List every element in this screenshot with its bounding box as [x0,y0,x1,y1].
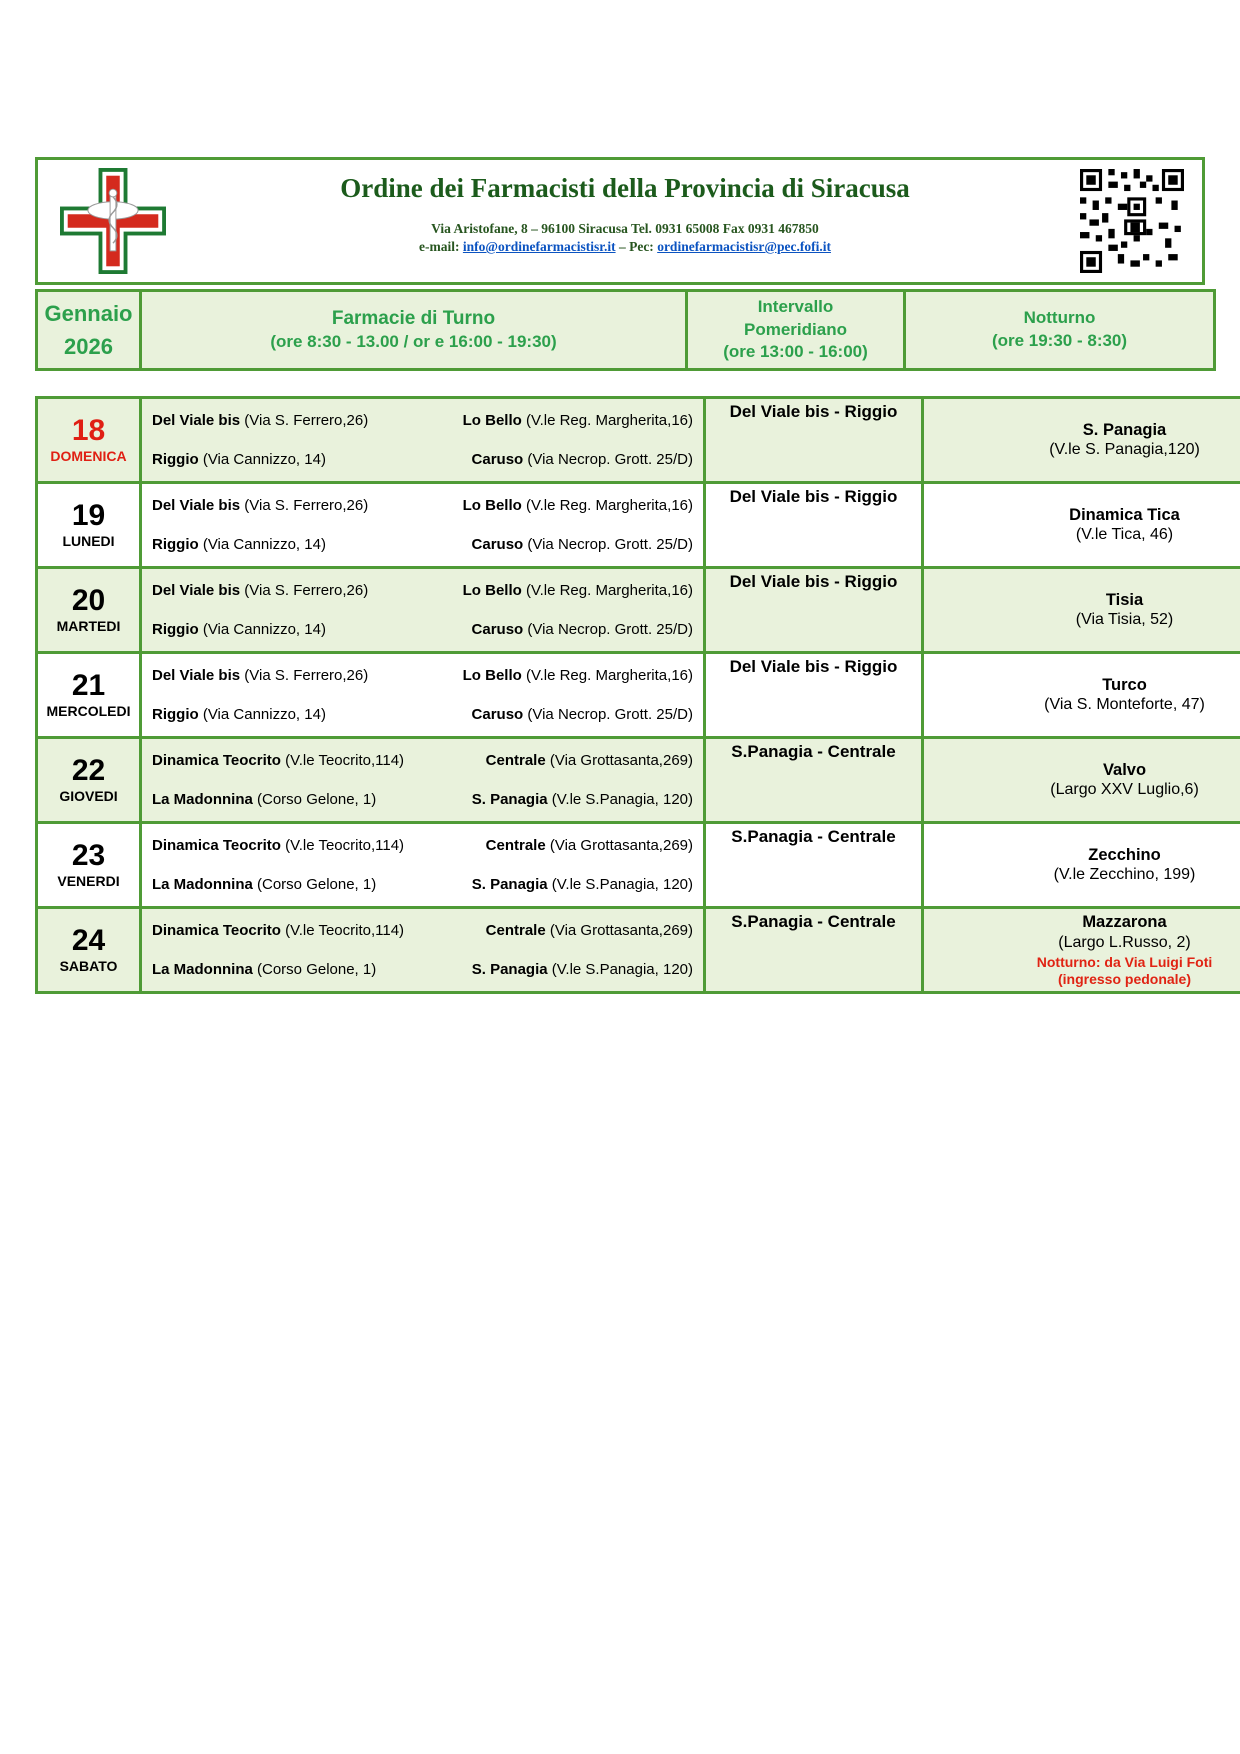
qr-container [1062,160,1202,273]
farmacie-cell [141,823,705,908]
day-name: LUNEDI [62,533,115,549]
date-cell [37,823,141,908]
pharmacy-entry: Del Viale bis (Via S. Ferrero,26) [152,582,369,599]
pharmacy-entry: Dinamica Teocrito (V.le Teocrito,114) [152,922,405,939]
farmacie-cell [141,653,705,738]
intervallo-cell: S.Panagia - Centrale [705,738,923,823]
table-row [37,823,1240,908]
notturno-cell [923,738,1240,823]
pharmacy-line [152,451,693,468]
pharmacy-line [152,876,693,893]
month-label: Gennaio [44,301,133,326]
pharmacy-entry: Caruso (Via Necrop. Grott. 25/D) [471,706,693,723]
date-number: 24 [71,924,106,957]
notturno-pharmacy-name: Mazzarona [1082,912,1167,931]
pharmacy-line [152,922,693,939]
farmacie-cell [141,483,705,568]
pharmacy-entry: Del Viale bis (Via S. Ferrero,26) [152,412,369,429]
intervallo-header-title2: Pomeridiano [744,319,847,339]
notturno-pharmacy-address: (Largo XXV Luglio,6) [1050,781,1199,799]
day-name: VENERDI [57,873,120,889]
day-name: DOMENICA [50,448,127,464]
header-row [37,291,1215,370]
notturno-pharmacy-name: Turco [1102,675,1147,694]
schedule-table [35,396,1240,994]
pharmacy-entry: La Madonnina (Corso Gelone, 1) [152,876,377,893]
intervallo-cell: S.Panagia - Centrale [705,908,923,993]
pharmacy-entry: Dinamica Teocrito (V.le Teocrito,114) [152,837,405,854]
email-label: e-mail: [419,239,463,254]
table-row [37,483,1240,568]
header-box [35,157,1205,285]
farmacie-header-title: Farmacie di Turno [331,307,496,329]
pharmacy-entry: Riggio (Via Cannizzo, 14) [152,536,326,553]
header-cell-notturno [905,291,1215,370]
notturno-access-note: Notturno: da Via Luigi Foti [1036,953,1213,970]
table-row [37,908,1240,993]
pharmacy-entry: Del Viale bis (Via S. Ferrero,26) [152,667,369,684]
date-cell [37,653,141,738]
pharmacy-line [152,837,693,854]
pharmacy-line [152,706,693,723]
intervallo-header-hours: (ore 13:00 - 16:00) [723,342,868,362]
date-number: 20 [71,584,106,617]
pharmacy-line [152,412,693,429]
notturno-pharmacy-name: Tisia [1105,590,1144,609]
notturno-pharmacy-address: (V.le Tica, 46) [1075,526,1174,544]
date-number: 19 [71,499,106,532]
pharmacy-entry: Del Viale bis (Via S. Ferrero,26) [152,497,369,514]
date-cell [37,908,141,993]
notturno-header-hours: (ore 19:30 - 8:30) [991,331,1128,350]
pharmacy-entry: Centrale (Via Grottasanta,269) [485,837,693,854]
pharmacy-entry: S. Panagia (V.le S.Panagia, 120) [471,791,693,808]
table-row [37,398,1240,483]
notturno-pharmacy-name: S. Panagia [1082,420,1167,439]
notturno-cell [923,653,1240,738]
intervallo-cell: Del Viale bis - Riggio [705,483,923,568]
pharmacy-line [152,536,693,553]
intervallo-cell: Del Viale bis - Riggio [705,653,923,738]
header-cell-intervallo [687,291,905,370]
email-link[interactable]: info@ordinefarmacistisr.it [462,239,616,254]
logo-container [38,160,188,274]
column-header-table [35,289,1216,371]
pharmacy-entry: Caruso (Via Necrop. Grott. 25/D) [471,621,693,638]
contact-line [188,239,1062,255]
pharmacy-entry: La Madonnina (Corso Gelone, 1) [152,791,377,808]
pharmacy-line [152,791,693,808]
farmacie-header-hours: (ore 8:30 - 13.00 / or e 16:00 - 19:30) [270,332,557,352]
date-number: 18 [71,414,106,447]
date-cell [37,568,141,653]
pharmacy-entry: Caruso (Via Necrop. Grott. 25/D) [471,451,693,468]
pharmacy-entry: Riggio (Via Cannizzo, 14) [152,706,326,723]
notturno-header-title: Notturno [1023,308,1096,328]
header-text-block [188,160,1062,255]
notturno-pharmacy-address: (V.le Zecchino, 199) [1053,866,1196,884]
pharmacy-entry: S. Panagia (V.le S.Panagia, 120) [471,961,693,978]
farmacie-cell [141,398,705,483]
date-number: 22 [71,754,106,787]
intervallo-cell: Del Viale bis - Riggio [705,568,923,653]
notturno-cell [923,908,1240,993]
pharmacy-entry: Lo Bello (V.le Reg. Margherita,16) [462,412,693,429]
notturno-cell [923,823,1240,908]
pharmacy-line [152,621,693,638]
pharmacy-entry: Riggio (Via Cannizzo, 14) [152,451,326,468]
qr-code-icon [1080,169,1184,273]
notturno-pharmacy-name: Dinamica Tica [1069,505,1180,524]
page-title: Ordine dei Farmacisti della Provincia di Siracusa [340,173,910,203]
notturno-pharmacy-address: (V.le S. Panagia,120) [1049,441,1200,459]
pharmacy-line [152,582,693,599]
intervallo-cell: S.Panagia - Centrale [705,823,923,908]
pharmacy-entry: La Madonnina (Corso Gelone, 1) [152,961,377,978]
notturno-pharmacy-name: Zecchino [1088,845,1161,864]
pharmacy-entry: Centrale (Via Grottasanta,269) [485,752,693,769]
header-cell-farmacie [141,291,687,370]
pharmacy-line [152,497,693,514]
year-label: 2026 [64,334,113,359]
table-row [37,738,1240,823]
table-row [37,653,1240,738]
day-name: MARTEDI [56,618,121,634]
pharmacy-entry: Lo Bello (V.le Reg. Margherita,16) [462,667,693,684]
pharmacy-entry: Lo Bello (V.le Reg. Margherita,16) [462,497,693,514]
date-number: 23 [71,839,106,872]
date-cell [37,483,141,568]
farmacie-cell [141,908,705,993]
pharmacy-entry: Caruso (Via Necrop. Grott. 25/D) [471,536,693,553]
farmacie-cell [141,568,705,653]
farmacie-cell [141,738,705,823]
pharmacy-entry: Centrale (Via Grottasanta,269) [485,922,693,939]
notturno-pharmacy-address: (Largo L.Russo, 2) [1058,933,1191,951]
pharmacy-line [152,961,693,978]
day-name: GIOVEDI [59,788,118,804]
intervallo-header-title: Intervallo [757,296,834,316]
notturno-access-note: (ingresso pedonale) [1057,971,1192,988]
pharmacy-cross-logo-icon [60,168,166,274]
notturno-cell [923,483,1240,568]
pharmacy-entry: Riggio (Via Cannizzo, 14) [152,621,326,638]
date-cell [37,738,141,823]
pharmacy-line [152,667,693,684]
notturno-pharmacy-name: Valvo [1102,760,1147,779]
header-cell-month [37,291,141,370]
pec-link[interactable]: ordinefarmacistisr@pec.fofi.it [657,239,831,254]
pharmacy-entry: Lo Bello (V.le Reg. Margherita,16) [462,582,693,599]
day-name: SABATO [59,958,118,974]
table-row [37,568,1240,653]
pec-label: – Pec: [615,239,658,254]
notturno-pharmacy-address: (Via Tisia, 52) [1075,611,1174,629]
date-cell [37,398,141,483]
pharmacy-entry: Dinamica Teocrito (V.le Teocrito,114) [152,752,405,769]
notturno-pharmacy-address: (Via S. Monteforte, 47) [1044,696,1205,714]
address-line: Via Aristofane, 8 – 96100 Siracusa Tel. 0931 65008 Fax 0931 467850 [431,221,819,236]
day-name: MERCOLEDI [46,703,131,719]
intervallo-cell: Del Viale bis - Riggio [705,398,923,483]
date-number: 21 [71,669,106,702]
notturno-cell [923,398,1240,483]
pharmacy-entry: S. Panagia (V.le S.Panagia, 120) [471,876,693,893]
pharmacy-line [152,752,693,769]
notturno-cell [923,568,1240,653]
